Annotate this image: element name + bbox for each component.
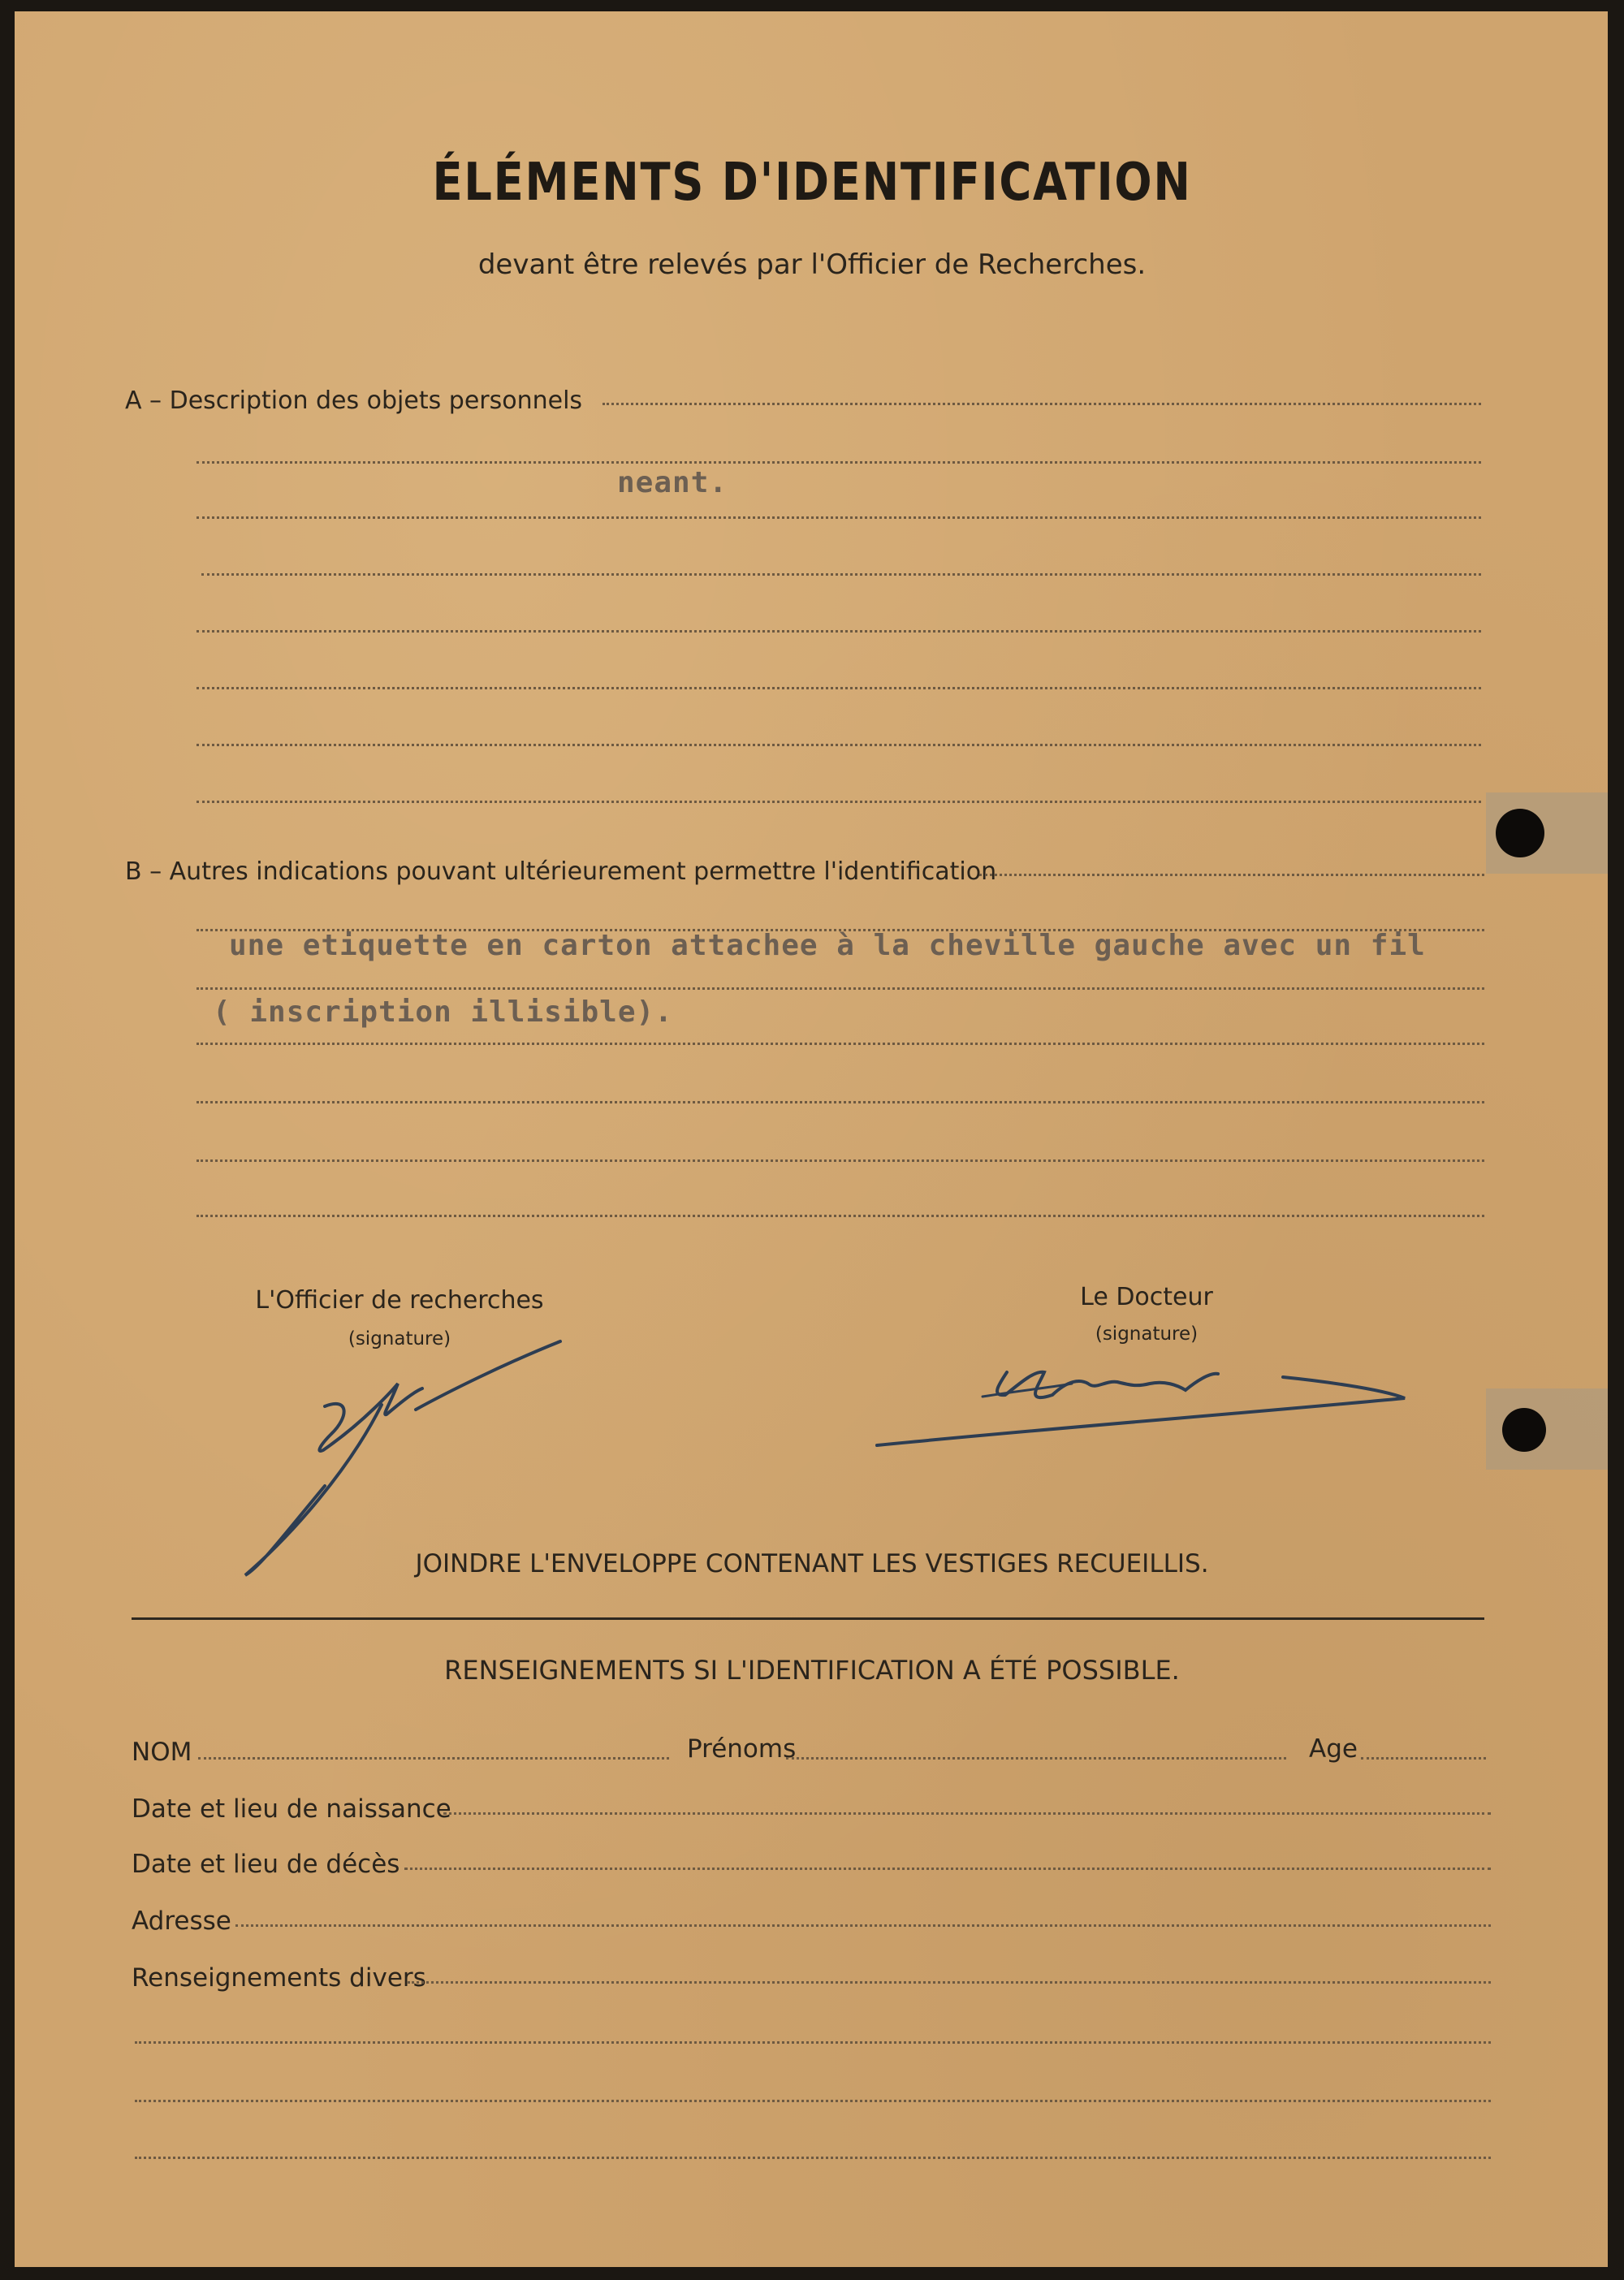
section-a-line-7 [197, 744, 1481, 746]
doctor-title: Le Docteur [1080, 1283, 1213, 1311]
document-sheet [15, 11, 1608, 2267]
officer-title: L'Officier de recherches [255, 1286, 544, 1315]
section-b-label: B – Autres indications pouvant ultérieurement permettre l'identification [125, 857, 997, 886]
section-a-line-4 [201, 573, 1481, 576]
section-b-line-4 [197, 1043, 1484, 1045]
section-b-line-6 [197, 1159, 1484, 1162]
divers-line-3 [135, 2100, 1491, 2102]
section-b-typed-line-2: ( inscription illisible). [213, 995, 673, 1029]
section-b-line-5 [197, 1101, 1484, 1103]
section-a-typed-value: neant. [617, 466, 728, 499]
section-a-label: A – Description des objets personnels [125, 386, 583, 415]
doctor-signature-note: (signature) [1095, 1324, 1199, 1345]
section-b-typed-line-1: une etiquette en carton attachee à la cheville gauche avec un fil [229, 929, 1426, 962]
section-b-line-7 [197, 1215, 1484, 1217]
section-a-line-1 [603, 403, 1481, 405]
deces-label: Date et lieu de décès [132, 1850, 400, 1879]
naissance-line [443, 1812, 1491, 1815]
naissance-label: Date et lieu de naissance [132, 1794, 451, 1824]
prenoms-label: Prénoms [687, 1734, 797, 1764]
adresse-label: Adresse [132, 1906, 231, 1936]
divers-line-4 [135, 2157, 1491, 2159]
section-a-line-6 [197, 687, 1481, 689]
identification-heading: RENSEIGNEMENTS SI L'IDENTIFICATION A ÉTÉ POSSIBLE. [444, 1655, 1180, 1686]
section-b-line-1 [979, 874, 1484, 876]
section-a-line-2 [197, 461, 1481, 464]
divers-line-1 [408, 1981, 1491, 1984]
officer-signature-note: (signature) [348, 1328, 451, 1349]
document-subtitle: devant être relevés par l'Officier de Recherches. [477, 248, 1147, 281]
nom-line [198, 1757, 669, 1760]
age-label: Age [1309, 1734, 1358, 1764]
section-a-line-5 [197, 630, 1481, 633]
age-line [1361, 1757, 1486, 1760]
section-divider [132, 1617, 1484, 1620]
section-a-line-3 [197, 516, 1481, 519]
nom-label: NOM [132, 1738, 192, 1767]
doctor-signature-mark [861, 1348, 1429, 1462]
enclosure-note: JOINDRE L'ENVELOPPE CONTENANT LES VESTIGES RECUEILLIS. [415, 1549, 1209, 1578]
punch-hole-top [1496, 809, 1544, 857]
divers-label: Renseignements divers [132, 1963, 426, 1993]
document-title: ÉLÉMENTS D'IDENTIFICATION [432, 153, 1192, 213]
deces-line [404, 1868, 1491, 1870]
section-a-line-8 [197, 801, 1481, 803]
adresse-line [235, 1924, 1491, 1927]
divers-line-2 [135, 2041, 1491, 2044]
punch-hole-bottom [1502, 1408, 1546, 1452]
prenoms-line [786, 1757, 1286, 1760]
section-b-line-3 [197, 987, 1484, 990]
